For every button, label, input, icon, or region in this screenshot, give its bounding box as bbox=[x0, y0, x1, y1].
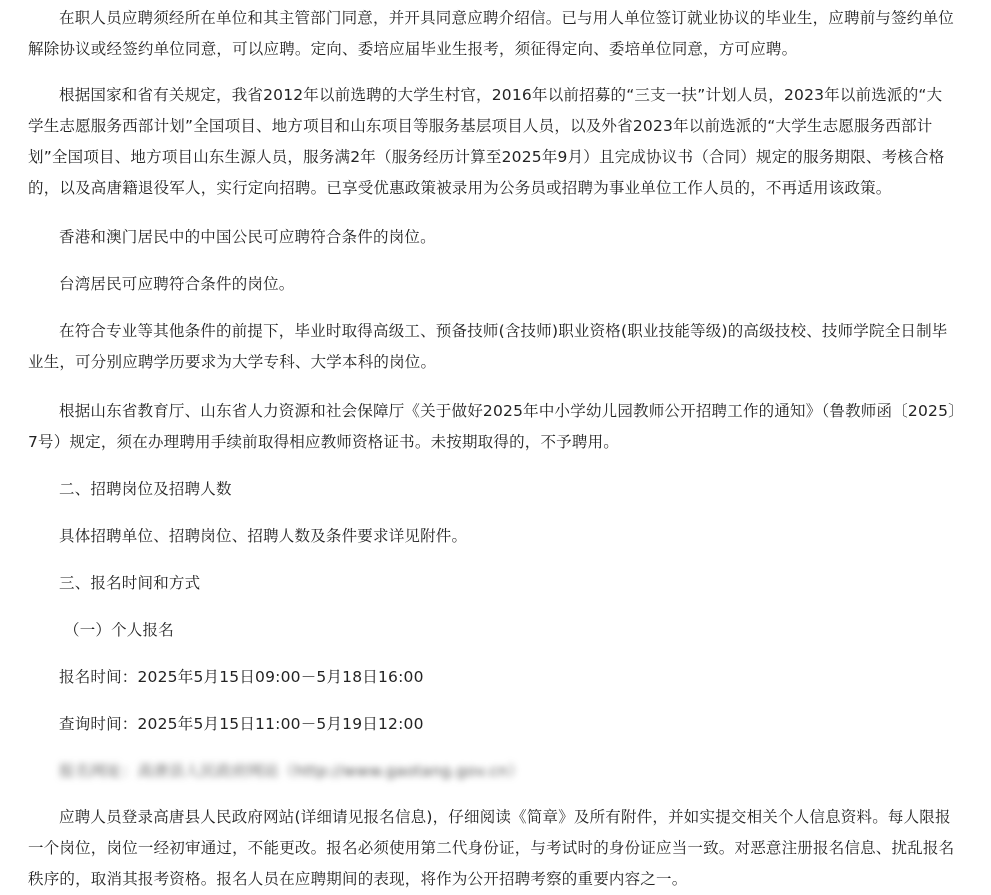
paragraph-hk-macau: 香港和澳门居民中的中国公民可应聘符合条件的岗位。 bbox=[59, 228, 436, 246]
subsection-heading-individual: （一）个人报名 bbox=[64, 621, 174, 639]
registration-time: 报名时间：2025年5月15日09:00－5月18日16:00 bbox=[59, 668, 424, 686]
paragraph-targeted-recruitment: 根据国家和省有关规定，我省2012年以前选聘的大学生村官，2016年以前招募的“三支一扶”计划人员，2023年以前选派的“大学生志愿服务西部计划”全国项目、地方项目和山东项目等服务基层项目人员，以及外省2023年以前选派的“大学生志愿服务西部计划”全国项目、地方项目山东生源人员，服务满2年（服务经历计算至2025年9月）且完成协议书（合同）规定的服务期限、考核合格的，以及高唐籍退役军人，实行定向招聘。已享受优惠政策被录用为公务员或招聘为事业单位工作人员的，不再适用该政策。 bbox=[28, 86, 945, 197]
paragraph-taiwan: 台湾居民可应聘符合条件的岗位。 bbox=[59, 275, 295, 293]
registration-url-blurred: 报名网址：高唐县人民政府网站（http://www.gaotang.gov.cn） bbox=[59, 762, 524, 780]
section-heading-positions: 二、招聘岗位及招聘人数 bbox=[59, 480, 232, 498]
paragraph-registration-instructions: 应聘人员登录高唐县人民政府网站(详细请见报名信息)，仔细阅读《简章》及所有附件，并如实提交相关个人信息资料。每人限报一个岗位，岗位一经初审通过，不能更改。报名必须使用第二代身份证，与考试时的身份证应当一致。对恶意注册报名信息、扰乱报名秩序的，取消其报考资格。报名人员在应聘期间的表现，将作为公开招聘考察的重要内容之一。 bbox=[28, 808, 955, 888]
section-heading-registration: 三、报名时间和方式 bbox=[59, 574, 201, 592]
paragraph-positions-detail: 具体招聘单位、招聘岗位、招聘人数及条件要求详见附件。 bbox=[59, 527, 468, 545]
paragraph-employed-applicants: 在职人员应聘须经所在单位和其主管部门同意，并开具同意应聘介绍信。已与用人单位签订就业协议的毕业生，应聘前与签约单位解除协议或经签约单位同意，可以应聘。定向、委培应届毕业生报考，须征得定向、委培单位同意，方可应聘。 bbox=[28, 9, 954, 58]
paragraph-technical-graduates: 在符合专业等其他条件的前提下，毕业时取得高级工、预备技师(含技师)职业资格(职业技能等级)的高级技校、技师学院全日制毕业生，可分别应聘学历要求为大学专科、大学本科的岗位。 bbox=[28, 322, 948, 371]
query-time: 查询时间：2025年5月15日11:00－5月19日12:00 bbox=[59, 715, 424, 733]
paragraph-teacher-certificate: 根据山东省教育厅、山东省人力资源和社会保障厅《关于做好2025年中小学幼儿园教师公开招聘工作的通知》（鲁教师函〔2025〕7号）规定，须在办理聘用手续前取得相应教师资格证书。未按期取得的，不予聘用。 bbox=[28, 402, 957, 451]
